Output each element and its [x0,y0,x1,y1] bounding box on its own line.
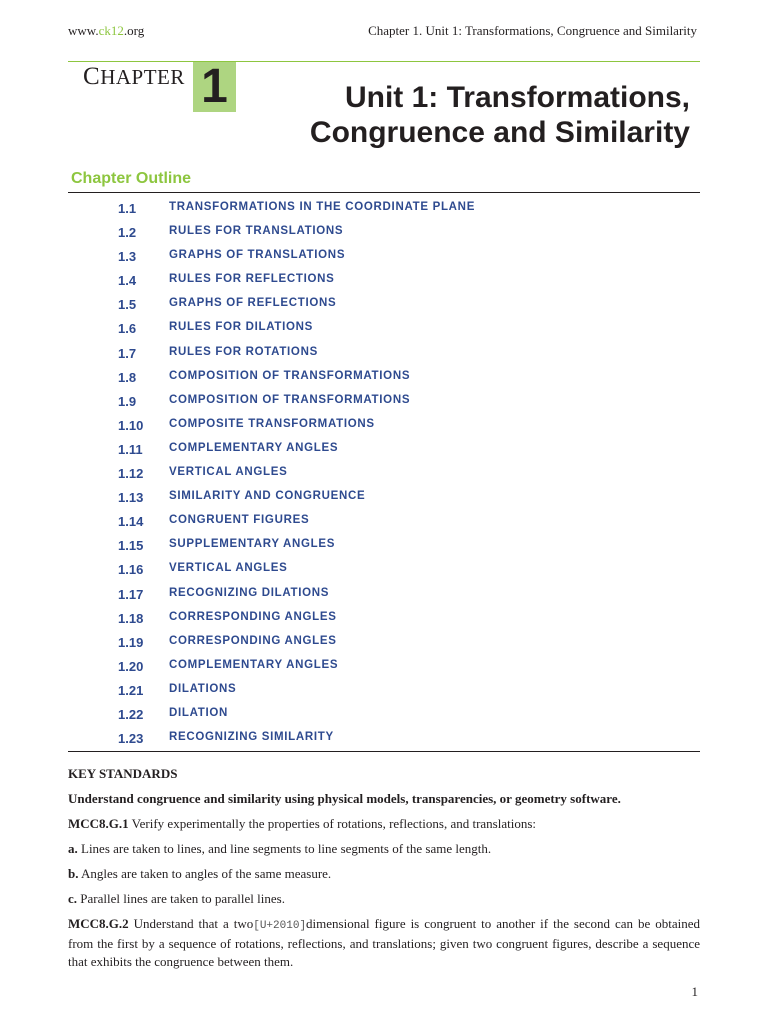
outline-item-number: 1.4 [118,273,137,289]
outline-item[interactable] [0,196,768,220]
outline-item-number: 1.23 [118,731,144,747]
outline-item-number: 1.6 [118,321,137,337]
site-suffix: .org [123,23,145,38]
outline-item[interactable] [0,509,768,533]
outline-item[interactable] [0,389,768,413]
outline-item[interactable] [0,533,768,557]
site-brand: ck12 [98,23,124,38]
missing-glyph: [U+2010] [253,920,307,932]
outline-item-number: 1.19 [118,634,144,650]
outline-item-title[interactable]: RULES FOR DILATIONS [169,321,314,334]
outline-item-title[interactable]: RULES FOR REFLECTIONS [169,273,335,286]
page-number: 1 [691,984,698,999]
item-label: c. [68,891,78,906]
outline-item[interactable] [0,485,768,509]
outline-item[interactable] [0,461,768,485]
standard-code: MCC8.G.1 [68,816,129,831]
outline-item[interactable] [0,316,768,340]
outline-item-number: 1.8 [118,369,137,385]
chapter-label-initial: C [83,63,101,90]
outline-item[interactable] [0,220,768,244]
outline-item-title[interactable]: VERTICAL ANGLES [169,562,288,575]
outline-item-title[interactable]: CORRESPONDING ANGLES [169,634,337,647]
outline-item-title[interactable]: DILATION [169,706,229,719]
item-text: Lines are taken to lines, and line segments to line segments of the same length. [77,841,492,856]
site-prefix: www. [68,23,99,38]
chapter-title [310,80,690,150]
standard-item-c [68,890,700,908]
outline-item[interactable] [0,630,768,654]
outline-item-title[interactable]: RECOGNIZING SIMILARITY [169,731,334,744]
outline-item[interactable] [0,726,768,750]
outline-item-number: 1.2 [118,225,137,241]
outline-item-number: 1.9 [118,393,137,409]
chapter-title-line-1: Unit 1: Transformations, [344,81,690,114]
outline-item-title[interactable]: VERTICAL ANGLES [169,466,288,479]
site-url[interactable] [68,23,144,39]
outline-item[interactable] [0,557,768,581]
outline-item-number: 1.12 [118,466,144,482]
outline-item-title[interactable]: CONGRUENT FIGURES [169,514,310,527]
outline-item-number: 1.5 [118,297,137,313]
outline-top-divider [68,192,700,193]
outline-item[interactable] [0,268,768,292]
standard-code: MCC8.G.2 [68,916,129,931]
chapter-label [83,63,185,91]
outline-item[interactable] [0,606,768,630]
standard-g2 [68,915,700,971]
outline-item-number: 1.10 [118,417,144,433]
item-text: Angles are taken to angles of the same measure. [78,866,332,881]
outline-item-title[interactable]: COMPOSITE TRANSFORMATIONS [169,417,375,430]
outline-item-number: 1.15 [118,538,144,554]
outline-item-number: 1.3 [118,249,137,265]
outline-item-number: 1.18 [118,610,144,626]
outline-item-title[interactable]: RULES FOR ROTATIONS [169,345,318,358]
outline-item-title[interactable]: GRAPHS OF REFLECTIONS [169,297,337,310]
standard-item-a [68,840,700,858]
outline-item-title[interactable]: SIMILARITY AND CONGRUENCE [169,490,366,503]
standard-text: Verify experimentally the properties of rotations, reflections, and translations: [128,816,537,831]
outline-item-title[interactable]: COMPLEMENTARY ANGLES [169,658,339,671]
standards-lead: Understand congruence and similarity using physical models, transparencies, or geometry software. [68,791,621,806]
outline-item-number: 1.11 [118,441,143,457]
key-standards-section [68,765,700,978]
outline-item-title[interactable]: COMPOSITION OF TRANSFORMATIONS [169,393,411,406]
outline-item-title[interactable]: DILATIONS [169,682,237,695]
chapter-outline-heading: Chapter Outline [71,170,192,187]
item-text: Parallel lines are taken to parallel lines. [77,891,285,906]
outline-item-number: 1.7 [118,345,137,361]
outline-item-number: 1.14 [118,514,144,530]
standard-g1 [68,815,700,833]
running-head: Chapter 1. Unit 1: Transformations, Congruence and Similarity [368,23,697,38]
key-standards-heading: KEY STANDARDS [68,766,178,781]
chapter-number-box: 1 [193,62,236,112]
outline-bottom-divider [68,751,700,752]
outline-item-number: 1.16 [118,562,144,578]
outline-item-title[interactable]: COMPOSITION OF TRANSFORMATIONS [169,369,411,382]
item-label: b. [68,866,79,881]
outline-item-title[interactable]: RECOGNIZING DILATIONS [169,586,330,599]
chapter-outline-list [0,196,768,750]
outline-item[interactable] [0,341,768,365]
outline-item[interactable] [0,413,768,437]
outline-item[interactable] [0,292,768,316]
outline-item-title[interactable]: TRANSFORMATIONS IN THE COORDINATE PLANE [169,201,476,213]
outline-item-title[interactable]: RULES FOR TRANSLATIONS [169,225,344,238]
outline-item[interactable] [0,244,768,268]
outline-item-number: 1.13 [118,490,144,506]
outline-item-number: 1.1 [118,201,137,216]
outline-item-number: 1.17 [118,586,144,602]
outline-item-title[interactable]: SUPPLEMENTARY ANGLES [169,538,336,551]
standard-item-b [68,865,700,883]
outline-item-title[interactable]: CORRESPONDING ANGLES [169,610,337,623]
outline-item[interactable] [0,582,768,606]
outline-item[interactable] [0,654,768,678]
outline-item-number: 1.21 [118,682,144,698]
outline-item[interactable] [0,702,768,726]
outline-item[interactable] [0,678,768,702]
standard-text: Understand that a two [128,916,254,931]
outline-item-title[interactable]: COMPLEMENTARY ANGLES [169,441,339,454]
outline-item[interactable] [0,365,768,389]
outline-item-number: 1.20 [118,658,144,674]
outline-item-number: 1.22 [118,706,144,722]
chapter-label-rest: HAPTER [100,65,185,89]
outline-item[interactable] [0,437,768,461]
header-divider [68,61,700,62]
outline-item-title[interactable]: GRAPHS OF TRANSLATIONS [169,249,346,262]
item-label: a. [68,841,78,856]
standard-text-continued: dimensional figure is congruent to another if the second can be obtained from the first by a sequence of rotations, reflections, and translations; given two congruent figures, describe a sequence that exhibits the congruence between them. [68,916,700,969]
chapter-title-line-2: Congruence and Similarity [309,116,690,149]
